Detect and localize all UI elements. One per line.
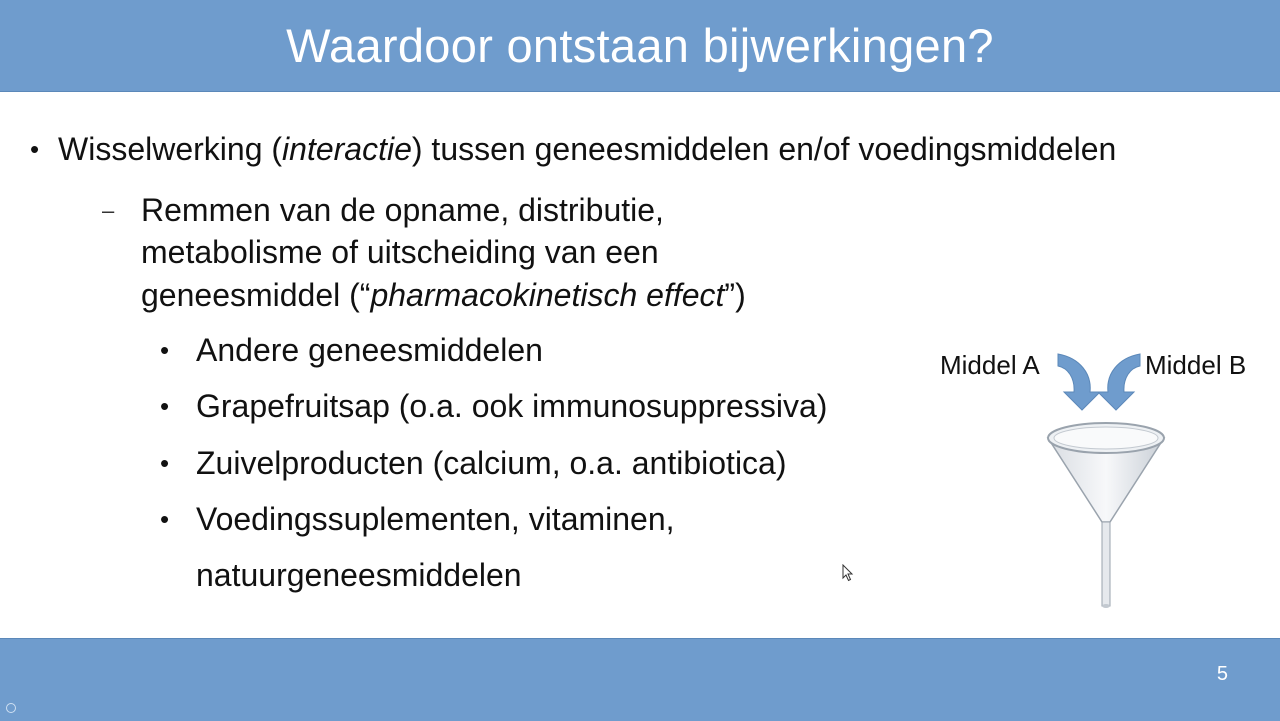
bullet-dot-icon: • — [160, 504, 170, 534]
bullet-level3-continuation: natuurgeneesmiddelen — [196, 557, 522, 593]
arrow-left-icon — [1058, 354, 1100, 410]
funnel-figure — [930, 340, 1270, 615]
funnel-icon — [1048, 423, 1164, 608]
bullet-level3-item: Grapefruitsap (o.a. ook immunosuppressiva) — [196, 388, 828, 424]
bullet-level3-item: Zuivelproducten (calcium, o.a. antibiotica) — [196, 445, 787, 481]
bullet-dash-icon: – — [102, 198, 115, 223]
bullet-level2-line2: metabolisme of uitscheiding van een — [141, 234, 659, 270]
title-bar — [0, 0, 1280, 92]
bullet-level2-line1: Remmen van de opname, distributie, — [141, 192, 664, 228]
bullet-level1: Wisselwerking (interactie) tussen geneesmiddelen en/of voedingsmiddelen — [58, 131, 1117, 167]
corner-control-icon[interactable] — [6, 703, 16, 713]
page-number: 5 — [1216, 663, 1228, 685]
label-middel-a: Middel A — [940, 350, 1040, 380]
bullet-dot-icon: • — [30, 134, 40, 164]
bullet-dot-icon: • — [160, 335, 170, 365]
bullet-level3-item: Andere geneesmiddelen — [196, 332, 543, 368]
bullet-dot-icon: • — [160, 448, 170, 478]
bullet-level2-line3: geneesmiddel (“pharmacokinetisch effect”) — [141, 277, 746, 313]
label-middel-b: Middel B — [1145, 350, 1247, 380]
slide-title: Waardoor ontstaan bijwerkingen? — [286, 19, 994, 72]
arrow-right-icon — [1098, 354, 1140, 410]
bullet-level3-item: Voedingssuplementen, vitaminen, — [196, 501, 675, 537]
footer-bar — [0, 638, 1280, 721]
bullet-dot-icon: • — [160, 391, 170, 421]
mouse-cursor-icon — [842, 564, 854, 582]
funnel-illustration — [930, 340, 1270, 615]
